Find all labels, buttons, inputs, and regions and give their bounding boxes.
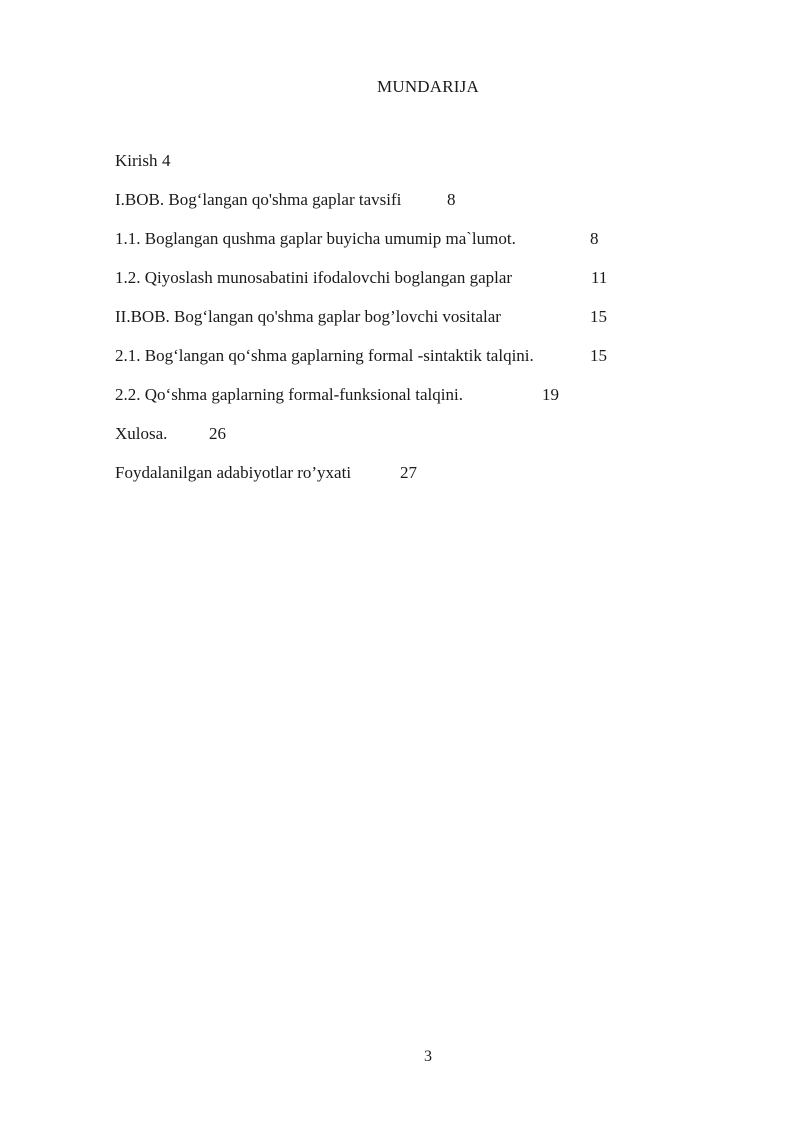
toc-entry-page: 4 — [162, 151, 171, 170]
toc-entry-page: 8 — [590, 229, 599, 248]
toc-entry-page: 11 — [591, 268, 608, 287]
toc-entry-title: 1.1. Boglangan qushma gaplar buyicha umumip ma`lumot. — [115, 229, 516, 248]
toc-entry-page: 27 — [400, 463, 417, 482]
toc-entry-title: Kirish — [115, 151, 158, 170]
toc-entry-title: 2.1. Bog‘langan qo‘shma gaplarning formal -sintaktik talqini. — [115, 346, 534, 365]
toc-entry-page: 26 — [209, 424, 226, 443]
toc-entry-title: 1.2. Qiyoslash munosabatini ifodalovchi boglangan gaplar — [115, 268, 513, 287]
page-number: 3 — [424, 1048, 432, 1065]
toc-entry-title: Xulosa. — [115, 424, 168, 443]
page-title: MUNDARIJA — [377, 77, 479, 96]
toc-entry-page: 15 — [590, 307, 607, 326]
toc-entry-page: 8 — [447, 190, 456, 209]
toc-entry-page: 19 — [542, 385, 559, 404]
toc-entry-title: 2.2. Qo‘shma gaplarning formal-funksional talqini. — [115, 385, 463, 404]
toc-entry-page: 15 — [590, 346, 607, 365]
toc-entry-title: II.BOB. Bog‘langan qo'shma gaplar bog’lovchi vositalar — [115, 307, 501, 326]
toc-entry-title: Foydalanilgan adabiyotlar ro’yxati — [115, 463, 352, 482]
toc-entry-title: I.BOB. Bog‘langan qo'shma gaplar tavsifi — [115, 190, 402, 209]
